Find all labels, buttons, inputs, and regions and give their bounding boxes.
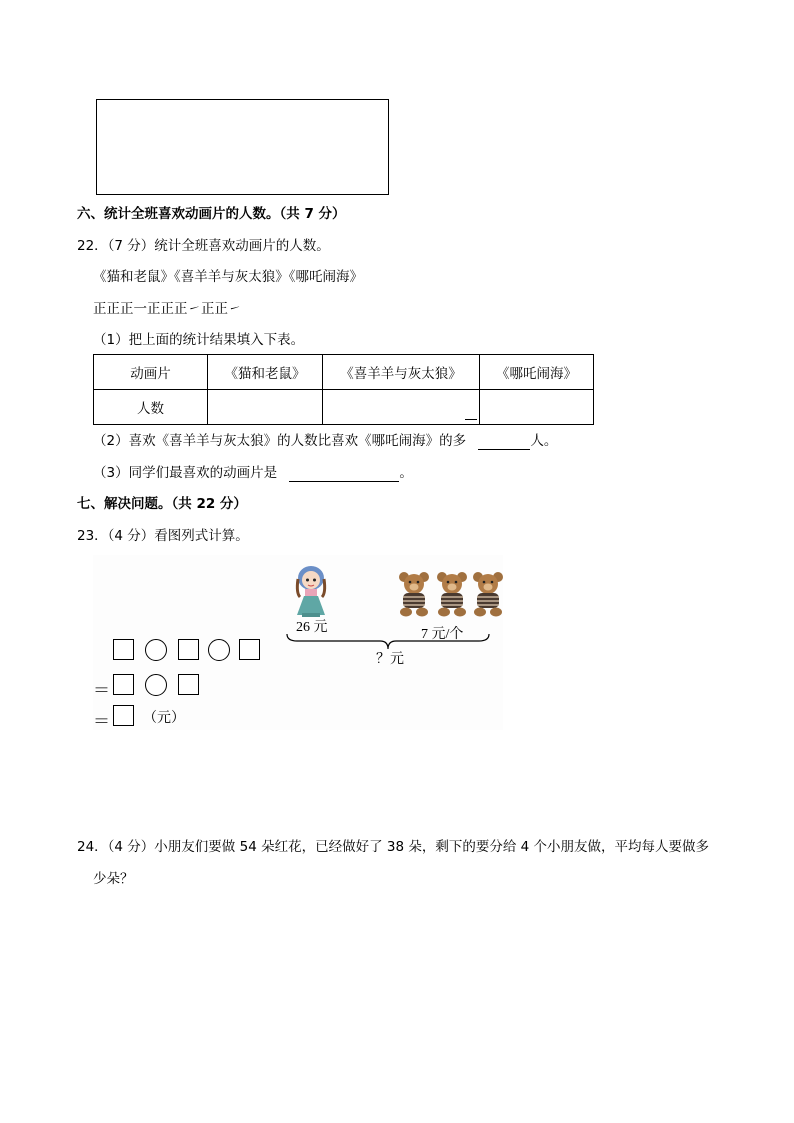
answer-square[interactable] — [113, 674, 134, 695]
operator-circle[interactable] — [145, 639, 167, 661]
q22-part2-suffix: 人。 — [530, 433, 558, 449]
answer-square[interactable] — [239, 639, 260, 660]
q22-part3-text: （3）同学们最喜欢的动画片是 — [93, 465, 278, 481]
bear-icon — [434, 571, 470, 617]
answer-cell-nezha[interactable] — [480, 390, 594, 425]
header-cell-nezha: 《哪吒闹海》 — [480, 355, 594, 390]
bear-icon — [470, 571, 506, 617]
header-cell-cat-mouse: 《猫和老鼠》 — [208, 355, 323, 390]
operator-circle[interactable] — [208, 639, 230, 661]
q22-part3-suffix: 。 — [399, 465, 413, 481]
equals-sign: ＝ — [93, 681, 110, 700]
answer-blank-favorite[interactable] — [289, 467, 399, 482]
total-price-label: ？元 — [376, 652, 404, 667]
answer-square[interactable] — [178, 639, 199, 660]
cartoon-list: 《猫和老鼠》《喜羊羊与灰太狼》《哪吒闹海》 — [93, 269, 363, 285]
tally-table — [93, 354, 594, 425]
header-cell-sheep-wolf: 《喜羊羊与灰太狼》 — [323, 355, 480, 390]
q24-line1: 24．（4 分）小朋友们要做 54 朵红花，已经做好了 38 朵，剩下的要分给 4 个小朋友做，平均每人要做多 — [77, 839, 710, 855]
answer-square[interactable] — [113, 639, 134, 660]
bear-icon — [396, 571, 432, 617]
q22-part1: （1）把上面的统计结果填入下表。 — [93, 332, 305, 348]
header-label-cell: 动画片 — [94, 355, 208, 390]
q22-part3 — [93, 464, 413, 482]
q22-part2-text: （2）喜欢《喜羊羊与灰太狼》的人数比喜欢《哪吒闹海》的多 — [93, 433, 467, 449]
row-label-cell: 人数 — [94, 390, 208, 425]
q22-title: 22．（7 分）统计全班喜欢动画片的人数。 — [77, 238, 330, 254]
answer-cell-cat-mouse[interactable] — [208, 390, 323, 425]
answer-blank-difference[interactable] — [478, 435, 530, 450]
unit-label: （元） — [143, 711, 185, 726]
doll-price-label: 26 元 — [296, 620, 328, 635]
answer-square[interactable] — [113, 705, 134, 726]
q23-figure — [93, 555, 503, 730]
section-7-heading: 七、解决问题。（共 22 分） — [77, 496, 247, 512]
doll-icon — [290, 563, 332, 619]
q23-title: 23．（4 分）看图列式计算。 — [77, 528, 249, 544]
table-row — [94, 390, 594, 425]
underscore-mark — [465, 419, 477, 420]
answer-square[interactable] — [178, 674, 199, 695]
operator-circle[interactable] — [145, 674, 167, 696]
answer-cell-sheep-wolf[interactable] — [323, 390, 480, 425]
table-row — [94, 355, 594, 390]
section-6-heading: 六、统计全班喜欢动画片的人数。（共 7 分） — [77, 206, 346, 222]
q24-line2: 少朵？ — [93, 871, 134, 887]
equals-sign: ＝ — [93, 712, 110, 731]
tally-marks: 正正正一正正正㇀正正㇀ — [93, 301, 242, 317]
bear-price-label: 7 元/个 — [421, 627, 464, 642]
answer-box[interactable] — [96, 99, 389, 195]
q22-part2 — [93, 432, 557, 450]
